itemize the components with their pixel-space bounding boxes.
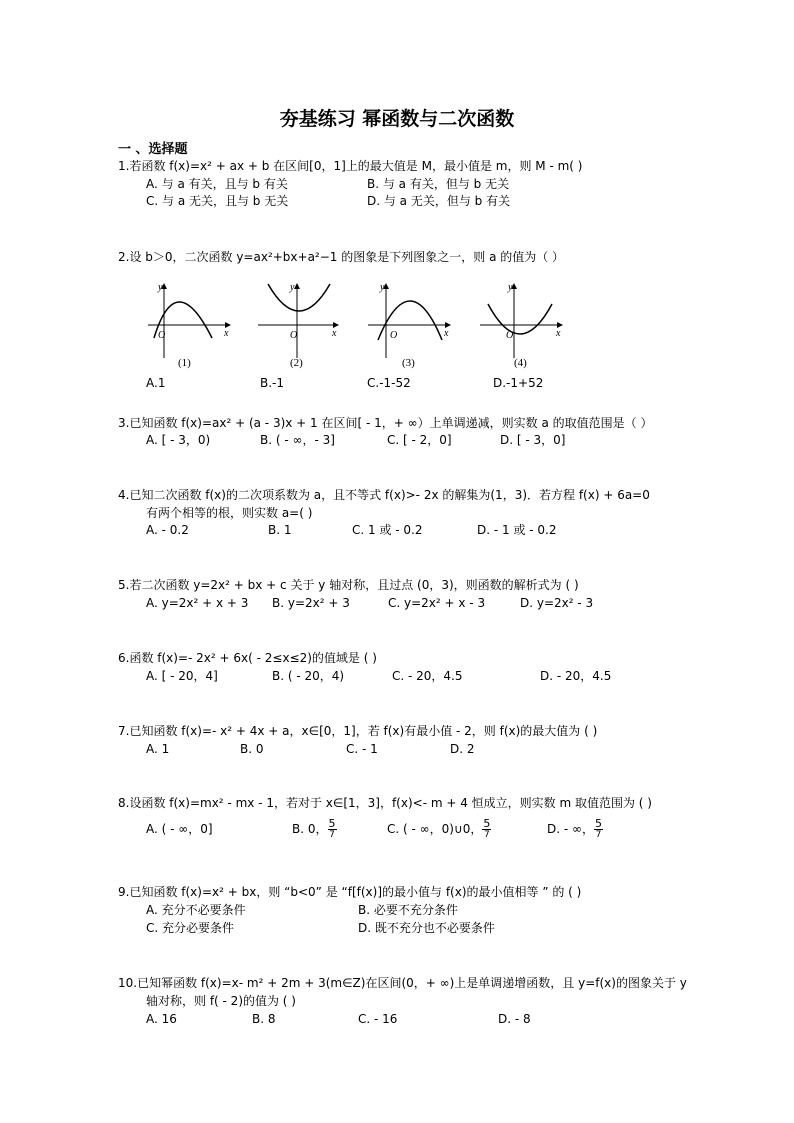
graph-3-origin: O bbox=[390, 330, 398, 341]
graph-1-y-label: y bbox=[158, 282, 163, 293]
q2-stem: 2.设 b＞0，二次函数 y=ax²+bx+a²−1 的图象是下列图象之一，则 a 的值为（ ） bbox=[118, 250, 565, 264]
q10-option-d: D. - 8 bbox=[498, 1012, 531, 1026]
q8-option-d bbox=[547, 814, 603, 844]
q10-stem-line1: 10.已知幂函数 f(x)=x- m² + 2m + 3(m∈Z)在区间(0，+ ∞)上是单调递增函数，且 y=f(x)的图象关于 y bbox=[118, 976, 687, 990]
q3-stem: 3.已知函数 f(x)=ax² + (a - 3)x + 1 在区间[ - 1，+ ∞）上单调递减，则实数 a 的取值范围是（ ） bbox=[118, 416, 653, 430]
graph-2-y-label: y bbox=[290, 282, 295, 293]
section-heading: 一 、选择题 bbox=[118, 142, 188, 157]
q6-option-c: C. - 20，4.5 bbox=[392, 669, 463, 683]
q4-stem-line1: 4.已知二次函数 f(x)的二次项系数为 a，且不等式 f(x)>- 2x 的解集为(1，3)．若方程 f(x) + 6a=0 bbox=[118, 488, 650, 502]
q3-option-d: D. [ - 3，0] bbox=[500, 433, 566, 447]
q8-option-d-text: D. - ∞， bbox=[547, 822, 595, 836]
graph-3 bbox=[368, 282, 450, 369]
q3-option-b: B. ( - ∞，- 3] bbox=[260, 433, 335, 447]
q2-option-c: C.-1-52 bbox=[367, 376, 411, 390]
q10-option-b: B. 8 bbox=[252, 1012, 276, 1026]
q2-option-a: A.1 bbox=[146, 376, 166, 390]
page-title: 夯基练习 幂函数与二次函数 bbox=[279, 108, 515, 130]
q8-option-c-fraction: $\frac{5}{7}$ bbox=[483, 816, 491, 840]
q7-option-a: A. 1 bbox=[146, 742, 170, 756]
q7-option-d: D. 2 bbox=[450, 742, 475, 756]
q9-option-d: D. 既不充分也不必要条件 bbox=[358, 921, 495, 935]
q9-option-c: C. 充分必要条件 bbox=[146, 921, 235, 935]
q5-option-c: C. y=2x² + x - 3 bbox=[388, 596, 486, 610]
q4-option-b: B. 1 bbox=[268, 523, 292, 537]
graph-3-y-label: y bbox=[380, 282, 385, 293]
graph-1 bbox=[148, 282, 230, 369]
graph-3-x-label: x bbox=[444, 328, 449, 339]
q6-option-b: B. ( - 20，4) bbox=[272, 669, 345, 683]
q8-option-a bbox=[146, 814, 213, 844]
graph-4-label: (4) bbox=[514, 357, 527, 369]
graph-2-origin: O bbox=[290, 330, 298, 341]
q4-option-d: D. - 1 或 - 0.2 bbox=[477, 523, 557, 537]
q10-stem-line2: 轴对称，则 f( - 2)的值为 ( ) bbox=[146, 994, 296, 1008]
q7-stem: 7.已知函数 f(x)=- x² + 4x + a，x∈[0，1]，若 f(x)有最小值 - 2，则 f(x)的最大值为 ( ) bbox=[118, 724, 598, 738]
q8-option-c-text: C. ( - ∞，0)∪0， bbox=[387, 822, 483, 836]
q1-option-a: A. 与 a 有关，且与 b 有关 bbox=[146, 177, 288, 191]
q5-option-b: B. y=2x² + 3 bbox=[272, 596, 350, 610]
q5-stem: 5.若二次函数 y=2x² + bx + c 关于 y 轴对称，且过点 (0，3)，则函数的解析式为 ( ) bbox=[118, 578, 579, 592]
graph-1-x-label: x bbox=[224, 328, 229, 339]
graph-2-label: (2) bbox=[290, 357, 303, 369]
q1-option-d: D. 与 a 无关，但与 b 有关 bbox=[367, 194, 511, 208]
q8-option-b-text: B. 0， bbox=[292, 822, 328, 836]
q1-option-c: C. 与 a 无关，且与 b 无关 bbox=[146, 194, 289, 208]
q8-option-d-fraction: $\frac{5}{7}$ bbox=[595, 816, 603, 840]
parabola-graphs bbox=[140, 280, 590, 375]
graph-4 bbox=[480, 282, 562, 369]
q6-option-d: D. - 20，4.5 bbox=[540, 669, 612, 683]
q6-stem: 6.函数 f(x)=- 2x² + 6x( - 2≤x≤2)的值域是 ( ) bbox=[118, 651, 377, 665]
q7-option-b: B. 0 bbox=[240, 742, 264, 756]
q8-option-c bbox=[387, 814, 491, 844]
graph-4-y-label: y bbox=[508, 282, 513, 293]
q3-option-a: A. [ - 3，0) bbox=[146, 433, 211, 447]
q9-option-b: B. 必要不充分条件 bbox=[358, 903, 458, 917]
q8-stem: 8.设函数 f(x)=mx² - mx - 1，若对于 x∈[1，3]，f(x)<- m + 4 恒成立，则实数 m 取值范围为 ( ) bbox=[118, 796, 652, 810]
q8-option-b bbox=[292, 814, 337, 844]
q8-option-b-fraction: $\frac{5}{7}$ bbox=[328, 816, 336, 840]
q5-option-a: A. y=2x² + x + 3 bbox=[146, 596, 249, 610]
graph-1-origin: O bbox=[158, 330, 166, 341]
graph-3-label: (3) bbox=[402, 357, 415, 369]
q10-option-a: A. 16 bbox=[146, 1012, 177, 1026]
q6-option-a: A. [ - 20，4] bbox=[146, 669, 218, 683]
q1-stem: 1.若函数 f(x)=x² + ax + b 在区间[0，1]上的最大值是 M，最小值是 m，则 M - m( ) bbox=[118, 159, 583, 173]
q4-option-c: C. 1 或 - 0.2 bbox=[352, 523, 423, 537]
q10-option-c: C. - 16 bbox=[358, 1012, 398, 1026]
q3-option-c: C. [ - 2，0] bbox=[387, 433, 452, 447]
q9-option-a: A. 充分不必要条件 bbox=[146, 903, 246, 917]
q2-option-b: B.-1 bbox=[260, 376, 285, 390]
q7-option-c: C. - 1 bbox=[346, 742, 378, 756]
q2-option-d: D.-1+52 bbox=[493, 376, 544, 390]
graph-2 bbox=[258, 282, 338, 369]
graph-4-origin: O bbox=[506, 330, 514, 341]
graph-2-x-label: x bbox=[332, 328, 337, 339]
graph-4-x-label: x bbox=[556, 328, 561, 339]
q4-option-a: A. - 0.2 bbox=[146, 523, 189, 537]
q1-option-b: B. 与 a 有关，但与 b 无关 bbox=[367, 177, 510, 191]
q4-stem-line2: 有两个相等的根，则实数 a=( ) bbox=[146, 506, 313, 520]
q9-stem: 9.已知函数 f(x)=x² + bx，则 “b<0” 是 “f[f(x)]的最小值与 f(x)的最小值相等 ” 的 ( ) bbox=[118, 885, 582, 899]
q8-option-a-text: A. ( - ∞，0] bbox=[146, 822, 213, 836]
q5-option-d: D. y=2x² - 3 bbox=[520, 596, 594, 610]
graph-1-label: (1) bbox=[178, 357, 191, 369]
